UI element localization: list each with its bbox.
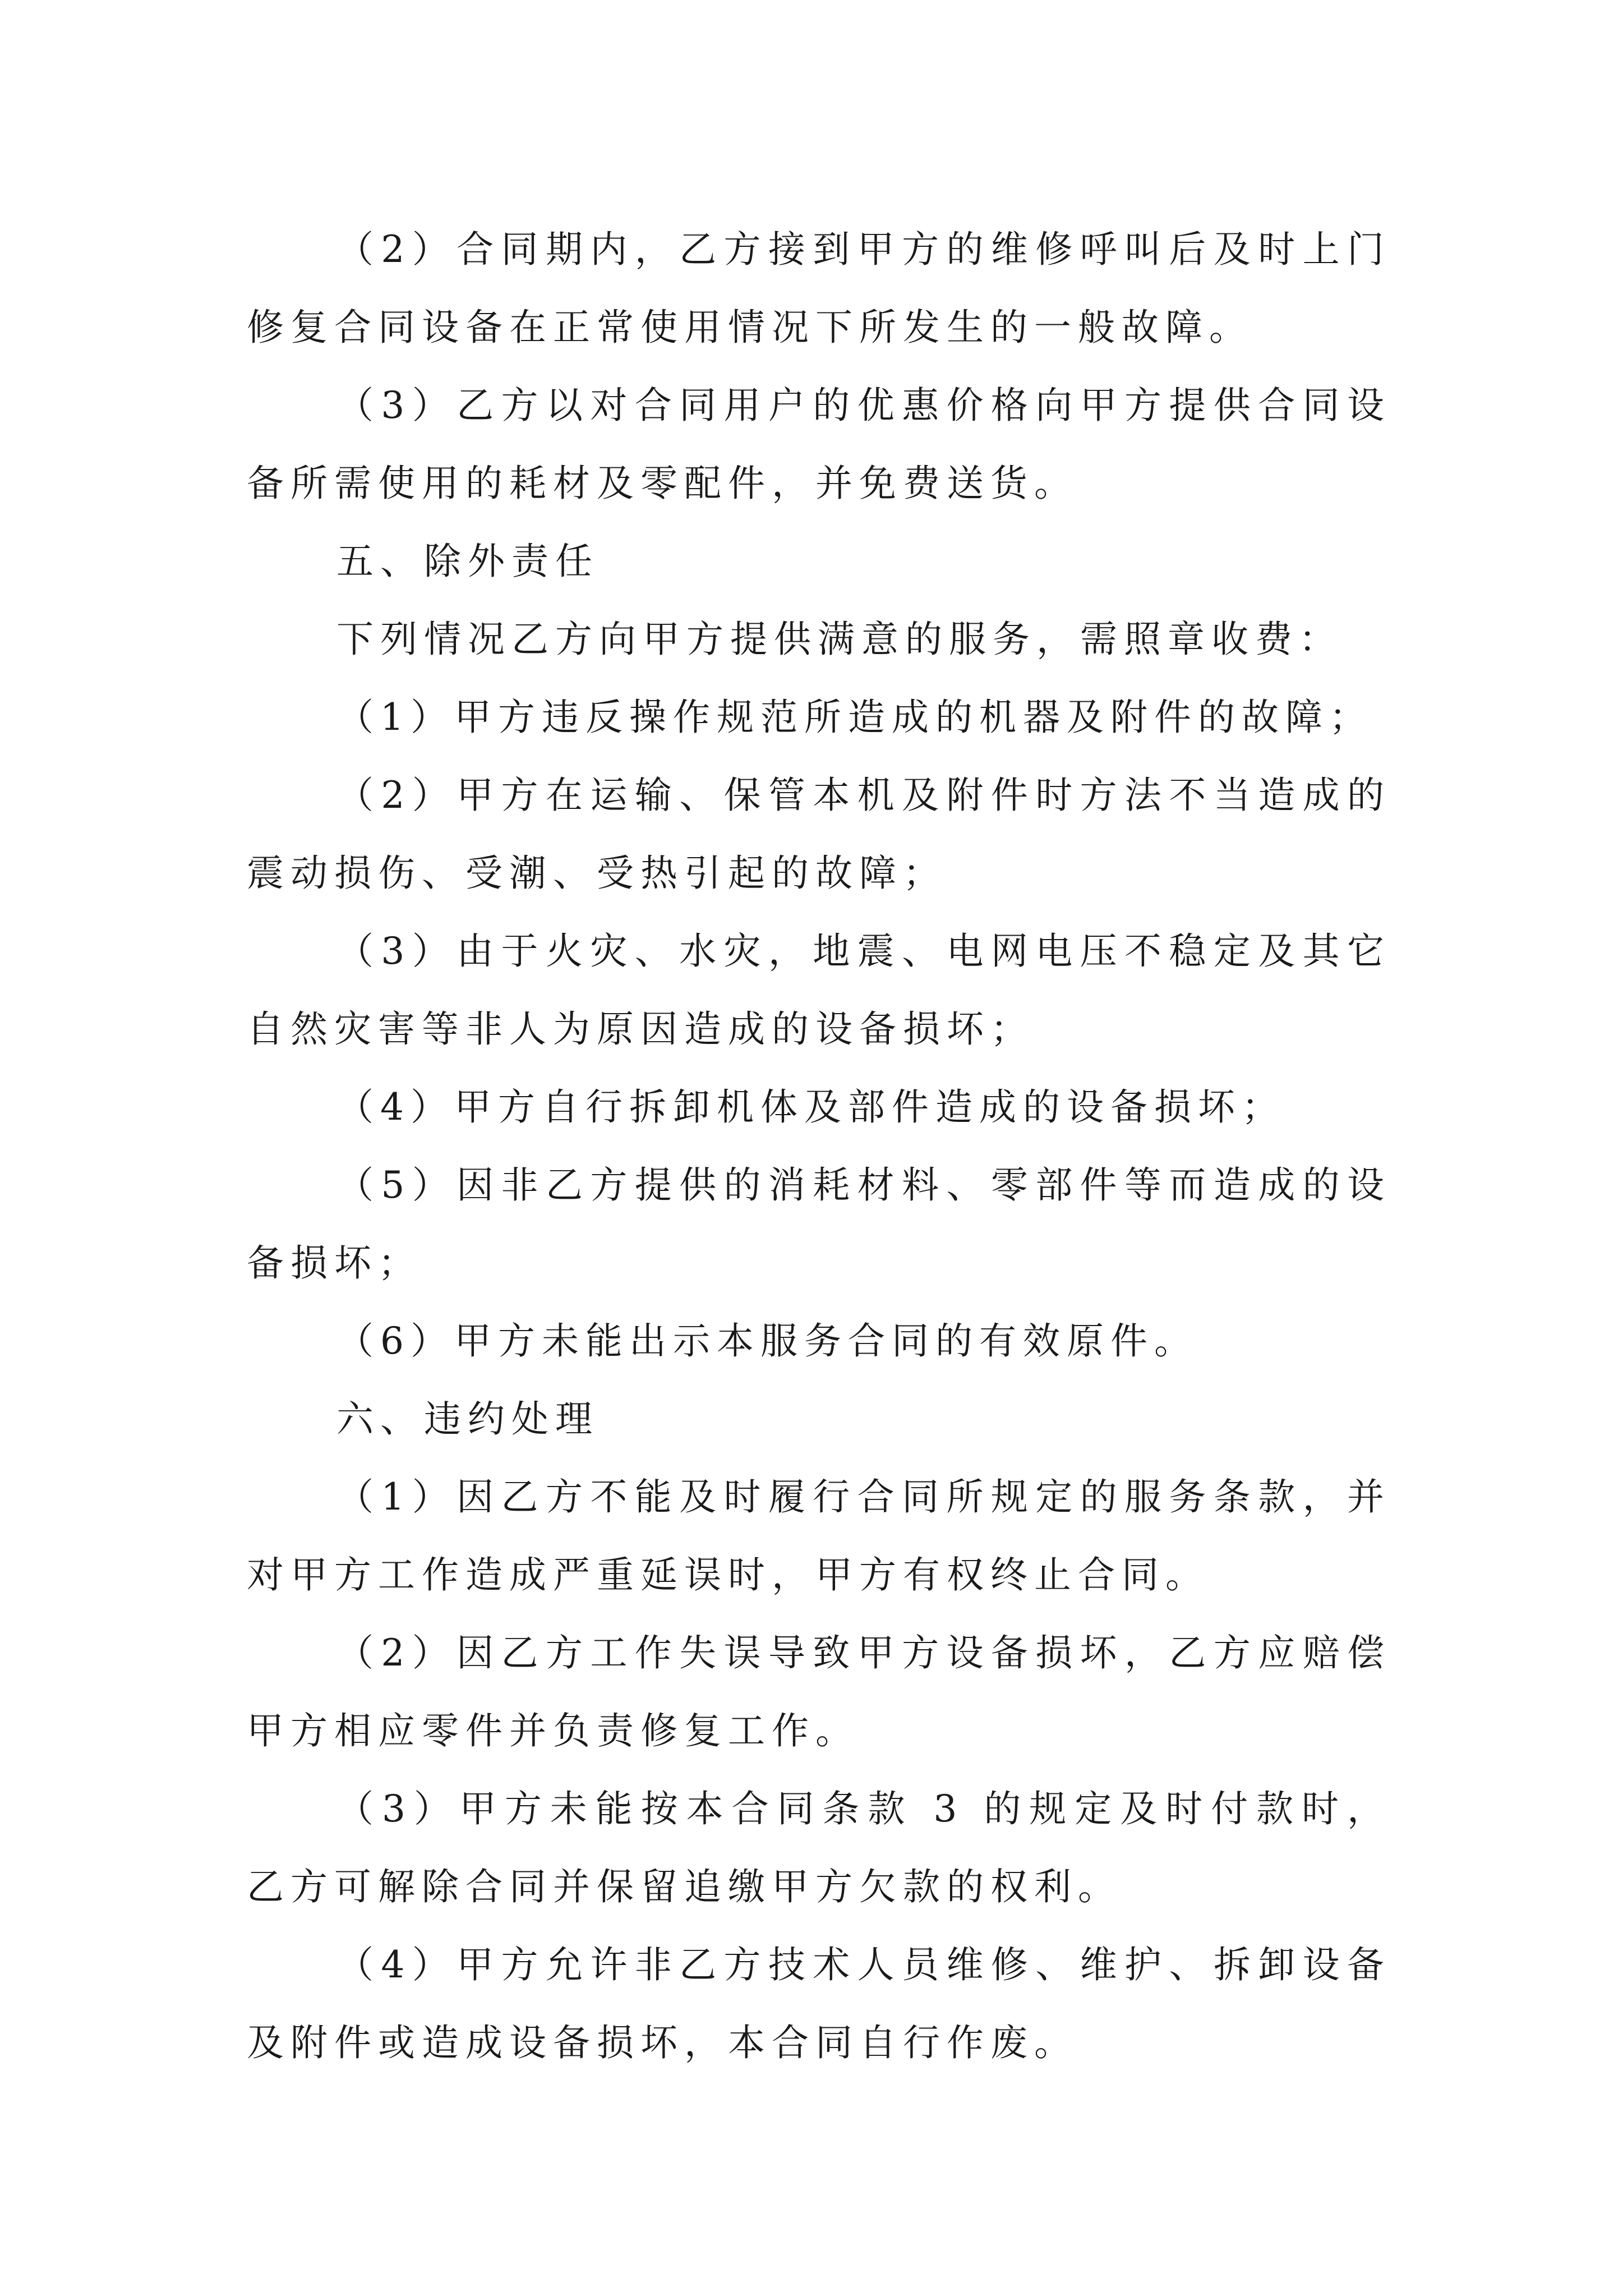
- paragraph-6-3: （3）甲方未能按本合同条款 3 的规定及时付款时，乙方可解除合同并保留追缴甲方欠款的权利。: [247, 1787, 1391, 1908]
- paragraph-5-3: （3）由于火灾、水灾，地震、电网电压不稳定及其它自然灾害等非人为原因造成的设备损坏；: [247, 930, 1391, 1051]
- section-heading-6: 六、违约处理: [336, 1397, 599, 1441]
- paragraph-4-3: （3）乙方以对合同用户的优惠价格向甲方提供合同设备所需使用的耗材及零配件，并免费送货。: [247, 384, 1391, 505]
- paragraph-5-5: （5）因非乙方提供的消耗材料、零部件等而造成的设备损坏；: [247, 1163, 1391, 1285]
- document-body: [247, 210, 1391, 2082]
- paragraph-5-6: （6）甲方未能出示本服务合同的有效原件。: [336, 1319, 1198, 1363]
- paragraph-5-4: （4）甲方自行拆卸机体及部件造成的设备损坏；: [336, 1085, 1285, 1129]
- paragraph-6-2: （2）因乙方工作失误导致甲方设备损坏，乙方应赔偿甲方相应零件并负责修复工作。: [247, 1631, 1391, 1752]
- paragraph-4-2: （2）合同期内，乙方接到甲方的维修呼叫后及时上门修复合同设备在正常使用情况下所发生的一般故障。: [247, 228, 1391, 349]
- paragraph-6-4: （4）甲方允许非乙方技术人员维修、维护、拆卸设备及附件或造成设备损坏，本合同自行作废。: [247, 1943, 1391, 2064]
- section-heading-5: 五、除外责任: [336, 540, 599, 583]
- paragraph-6-1: （1）因乙方不能及时履行合同所规定的服务条款，并对甲方工作造成严重延误时，甲方有权终止合同。: [247, 1475, 1391, 1596]
- paragraph-5-1: （1）甲方违反操作规范所造成的机器及附件的故障；: [336, 696, 1373, 739]
- paragraph-5-intro: 下列情况乙方向甲方提供满意的服务，需照章收费：: [336, 618, 1343, 661]
- paragraph-5-2: （2）甲方在运输、保管本机及附件时方法不当造成的震动损伤、受潮、受热引起的故障；: [247, 774, 1391, 895]
